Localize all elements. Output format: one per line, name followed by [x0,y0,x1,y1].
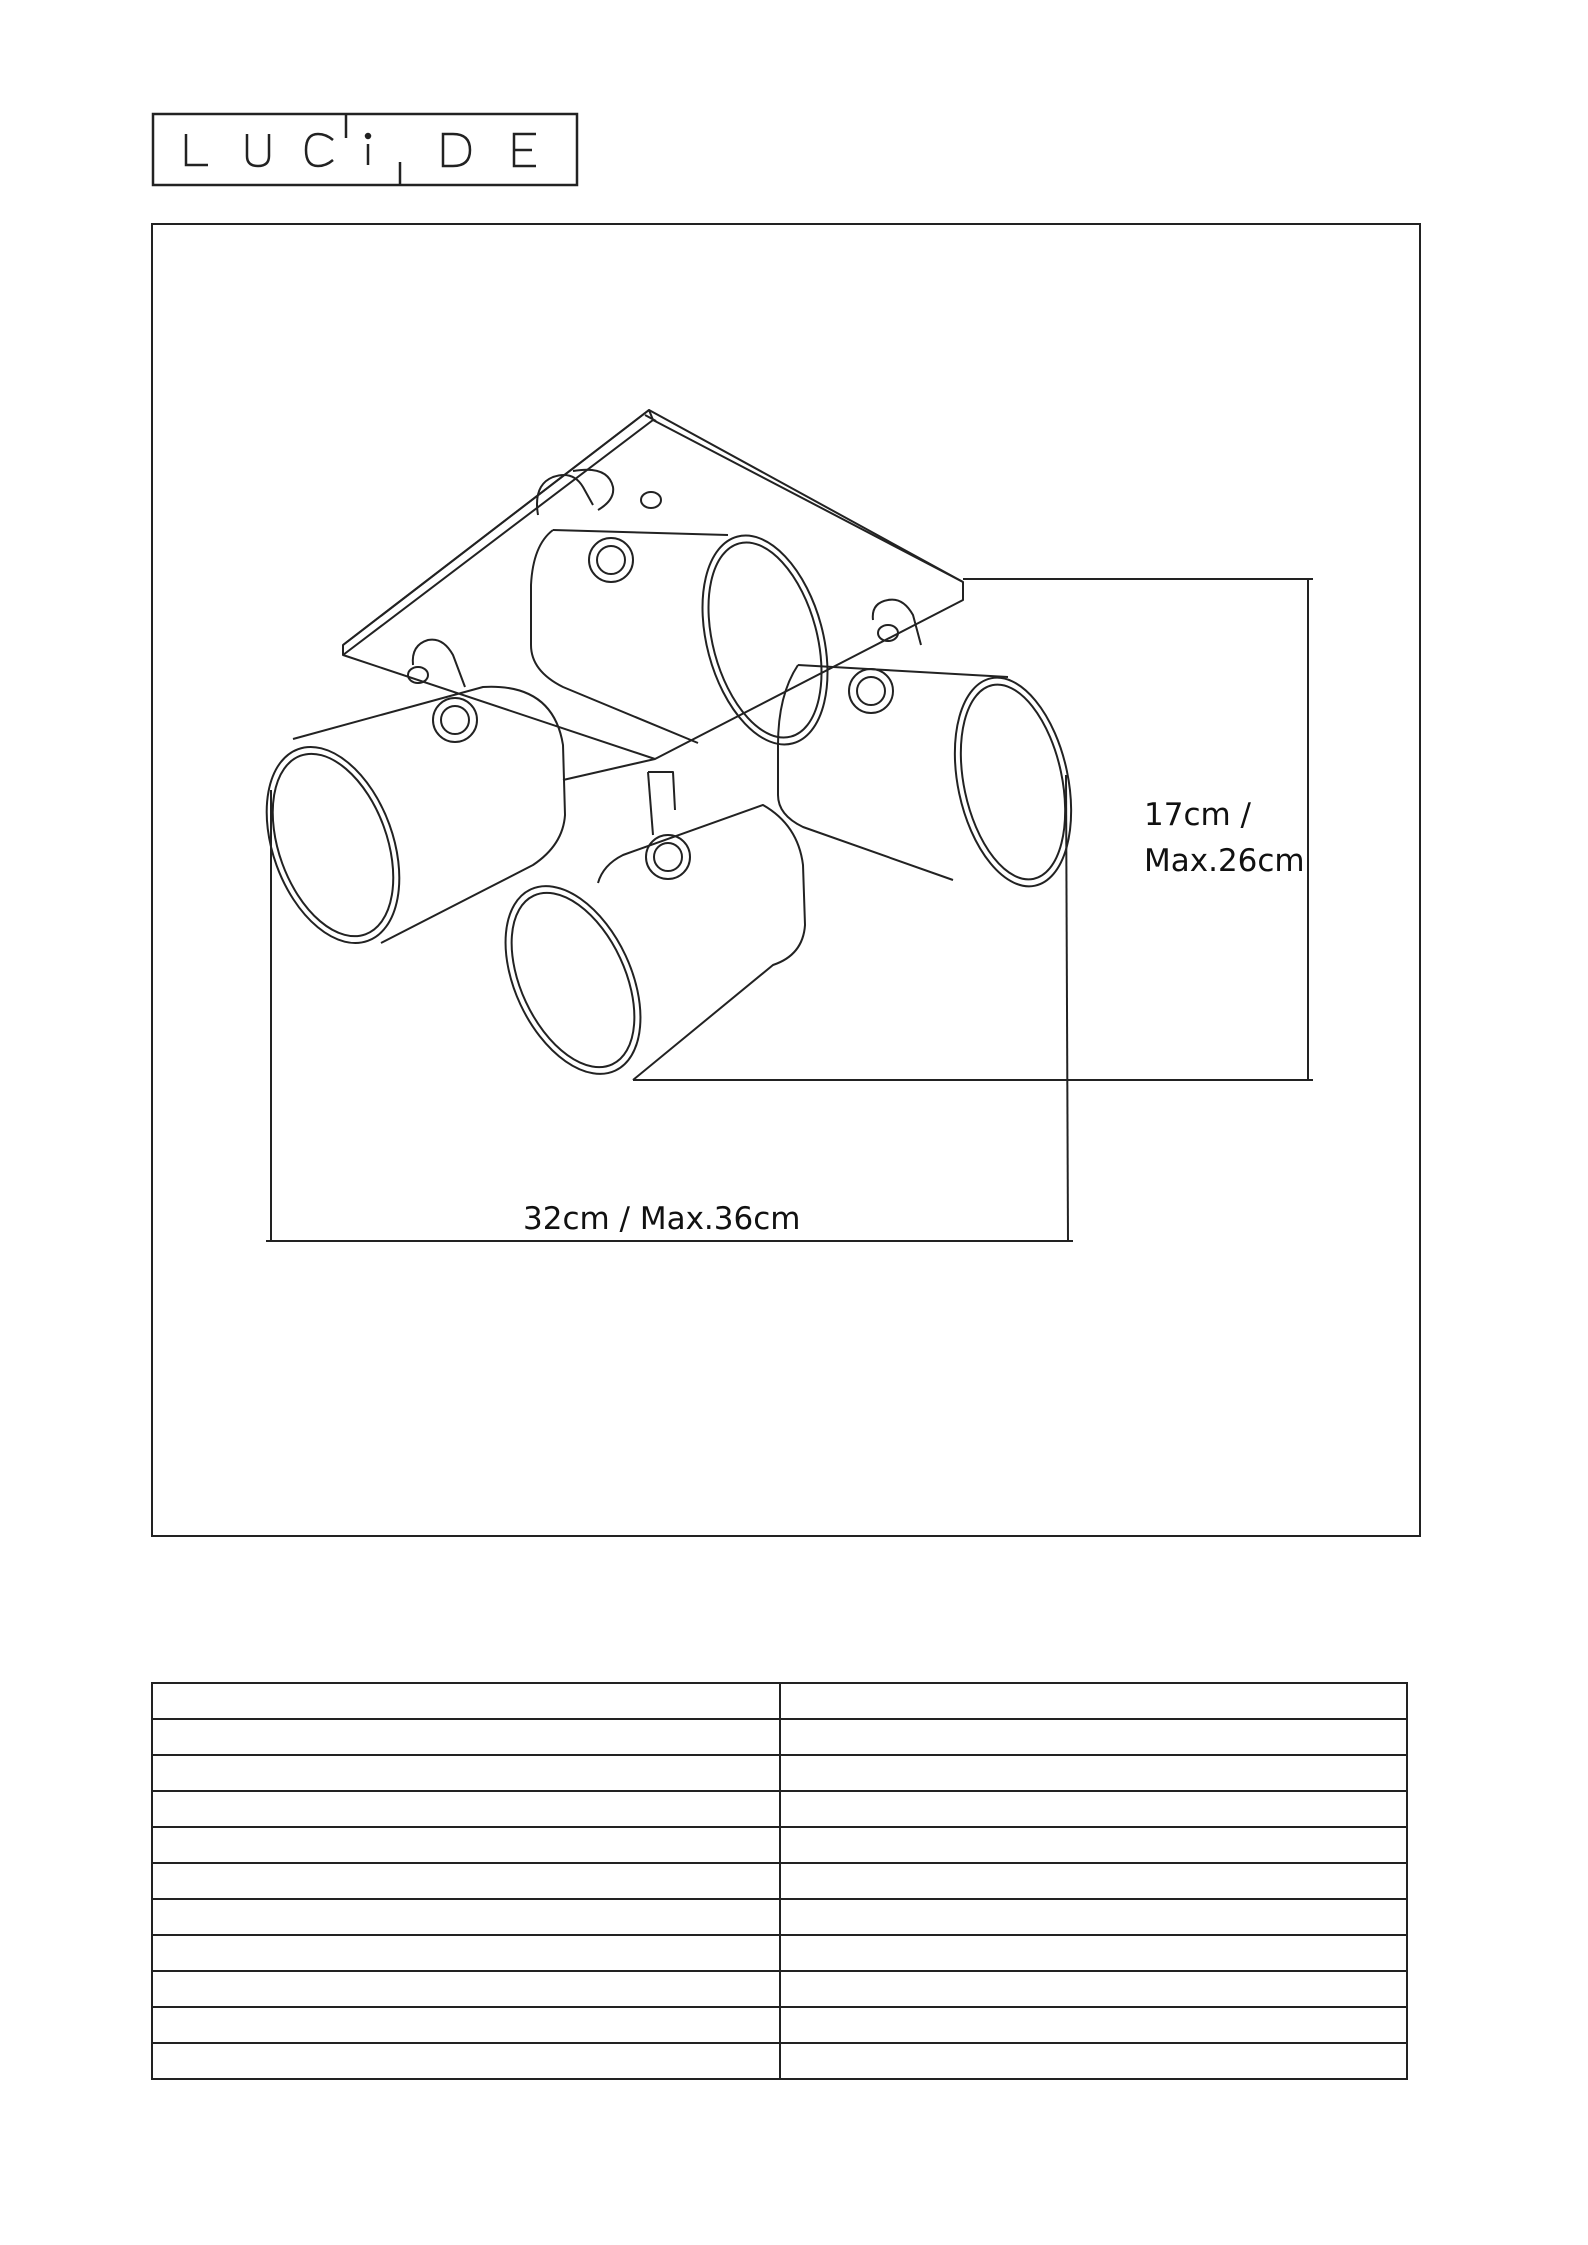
spec-label-cell [152,1827,780,1863]
table-row [152,1719,1407,1755]
spec-value-cell [780,1935,1408,1971]
spec-value-cell [780,2043,1408,2079]
spec-label-cell [152,1719,780,1755]
table-row [152,1791,1407,1827]
table-row [152,1971,1407,2007]
height-label-line2: Max.26cm [1144,843,1305,879]
table-row [152,1863,1407,1899]
spec-value-cell [780,1791,1408,1827]
specification-table [151,1682,1408,2080]
table-row [152,1935,1407,1971]
table-row [152,2007,1407,2043]
spec-value-cell [780,1971,1408,2007]
lucide-logo [150,110,580,190]
spec-label-cell [152,1899,780,1935]
width-dimension-label: 32cm / Max.36cm [523,1201,801,1237]
table-row [152,1827,1407,1863]
spec-value-cell [780,1719,1408,1755]
table-row [152,1683,1407,1719]
specification-table-body [152,1683,1407,2079]
spec-value-cell [780,2007,1408,2043]
spec-label-cell [152,1935,780,1971]
spec-label-cell [152,1971,780,2007]
height-label-line1: 17cm / [1144,797,1251,833]
table-row [152,2043,1407,2079]
spec-value-cell [780,1899,1408,1935]
table-row [152,1899,1407,1935]
spec-label-cell [152,1863,780,1899]
spec-value-cell [780,1863,1408,1899]
spec-label-cell [152,2007,780,2043]
spec-label-cell [152,2043,780,2079]
spec-value-cell [780,1827,1408,1863]
height-dimension-label [1144,792,1305,884]
spec-label-cell [152,1683,780,1719]
spec-label-cell [152,1755,780,1791]
spec-label-cell [152,1791,780,1827]
table-row [152,1755,1407,1791]
spec-value-cell [780,1755,1408,1791]
spec-value-cell [780,1683,1408,1719]
